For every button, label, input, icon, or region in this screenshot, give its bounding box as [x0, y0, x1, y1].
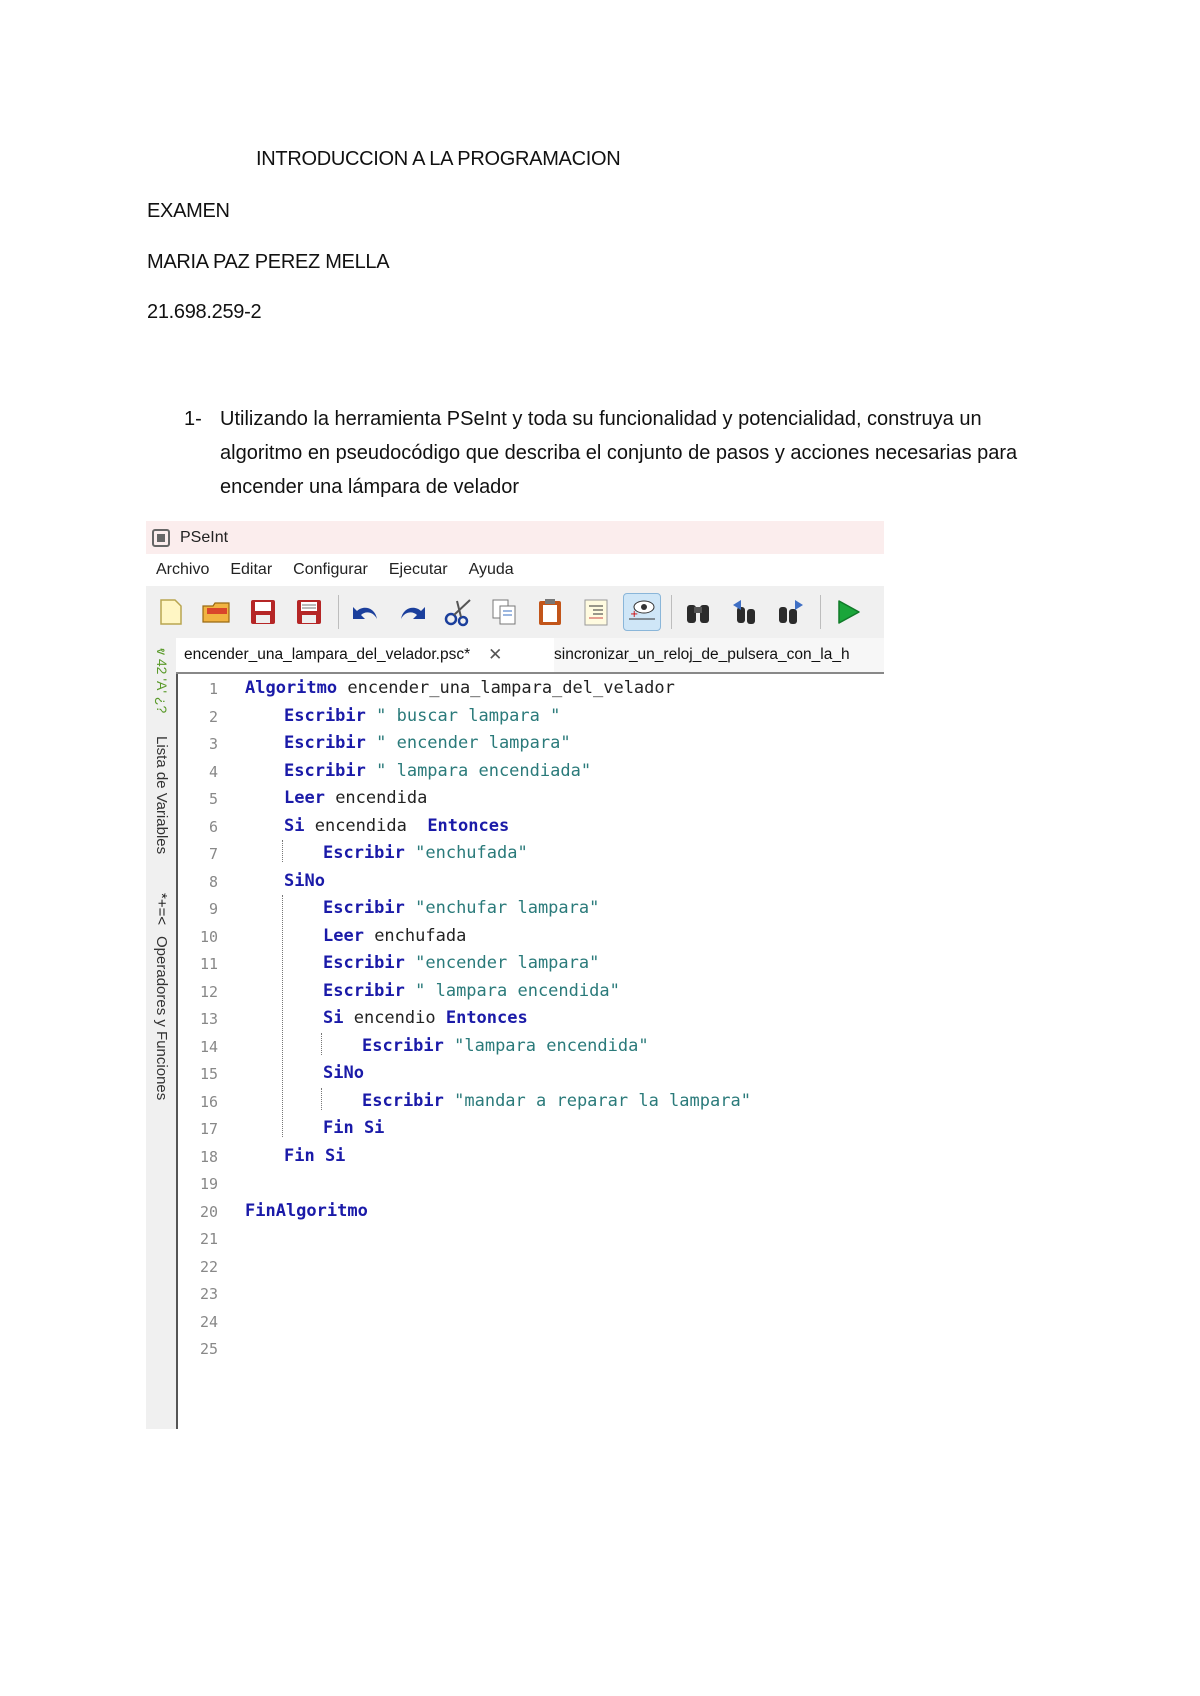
keyword: Si	[284, 815, 305, 836]
keyword: Entonces	[445, 1008, 528, 1028]
run-icon[interactable]	[829, 593, 867, 631]
line-number: 20	[199, 1202, 218, 1221]
string-literal: "enchufada"	[404, 843, 528, 863]
line-number: 12	[199, 982, 218, 1001]
menu-archivo[interactable]: Archivo	[156, 561, 210, 578]
save-as-icon[interactable]	[290, 593, 328, 631]
code-line	[323, 1118, 384, 1138]
string-literal: " lampara encendiada"	[365, 760, 592, 781]
line-number: 5	[208, 790, 218, 808]
keyword: Escribir	[323, 953, 405, 973]
side-panel-bar	[146, 638, 176, 1429]
tab-sincronizar-reloj[interactable]	[552, 638, 850, 672]
keyword: Leer	[323, 925, 364, 946]
line-number: 1	[208, 680, 218, 698]
code-line	[284, 788, 427, 808]
question-text: Utilizando la herramienta PSeInt y toda su funcionalidad y potencialidad, construya un algoritmo en pseudocódigo que describa el conjunto de pasos y acciones necesarias para encender una lámpara de velador	[220, 408, 1018, 498]
keyword: Escribir	[362, 1035, 444, 1056]
code-line	[323, 953, 599, 973]
search-previous-icon[interactable]	[726, 593, 764, 631]
keyword: Entonces	[427, 815, 510, 836]
line-number: 14	[199, 1037, 218, 1056]
line-number: 8	[208, 872, 218, 891]
paste-icon[interactable]	[531, 593, 569, 631]
variables-panel-tab[interactable]: Lista de Variables	[153, 736, 170, 855]
keyword: SiNo	[323, 1063, 364, 1083]
line-number: 15	[199, 1065, 218, 1083]
line-number: 11	[199, 955, 218, 973]
toolbar	[146, 586, 884, 638]
keyword: Leer	[284, 788, 325, 808]
course-title: INTRODUCCION A LA PROGRAMACION	[256, 148, 621, 170]
keyword: Si	[323, 1008, 344, 1028]
keyword: Algoritmo	[245, 678, 338, 698]
identifier: encendida	[304, 815, 428, 836]
menu-bar	[146, 554, 884, 586]
code-line	[323, 1063, 364, 1083]
line-number: 7	[208, 845, 218, 863]
line-number: 24	[199, 1312, 218, 1331]
code-line	[323, 843, 528, 863]
window-title: PSeInt	[180, 528, 229, 546]
title-bar	[146, 521, 884, 554]
line-number: 4	[208, 762, 218, 781]
keyword: Escribir	[284, 760, 366, 781]
indent-guide	[321, 1088, 322, 1110]
indent-guide	[321, 1033, 322, 1055]
exam-label: EXAMEN	[147, 200, 230, 222]
code-line	[284, 1146, 345, 1166]
string-literal: "mandar a reparar la lampara"	[443, 1090, 751, 1111]
search-icon[interactable]	[680, 593, 718, 631]
pseint-screenshot	[146, 521, 884, 1429]
code-line	[284, 816, 509, 836]
editor-tabs	[176, 638, 884, 674]
line-number: 21	[199, 1230, 218, 1248]
code-editor[interactable]	[176, 674, 884, 1429]
new-file-icon[interactable]	[152, 593, 190, 631]
code-line	[245, 1201, 368, 1221]
identifier: enchufada	[363, 925, 467, 946]
save-icon[interactable]	[244, 593, 282, 631]
line-number: 17	[199, 1120, 218, 1138]
toolbar-separator	[820, 595, 821, 629]
keyword: Escribir	[284, 705, 366, 726]
line-number: 16	[199, 1092, 218, 1111]
cut-icon[interactable]	[439, 593, 477, 631]
line-number: 18	[199, 1147, 218, 1166]
svg-text:+: +	[630, 609, 639, 620]
search-next-icon[interactable]	[772, 593, 810, 631]
keyword: Escribir	[323, 898, 405, 918]
string-literal: "enchufar lampara"	[404, 898, 600, 918]
line-number: 2	[208, 707, 218, 726]
indent-guide	[282, 895, 283, 1137]
keyword: Escribir	[284, 733, 366, 753]
line-number: 23	[199, 1285, 218, 1303]
string-literal: "encender lampara"	[404, 953, 600, 973]
student-name: MARIA PAZ PEREZ MELLA	[147, 251, 390, 273]
code-line	[284, 706, 560, 726]
menu-ejecutar[interactable]: Ejecutar	[388, 561, 448, 578]
toolbar-separator	[671, 595, 672, 629]
keyword: SiNo	[284, 870, 325, 891]
code-line	[362, 1091, 751, 1111]
string-literal: " lampara encendida"	[404, 980, 620, 1001]
line-number: 10	[199, 927, 218, 946]
keyword: Escribir	[323, 843, 405, 863]
tab-label: sincronizar_un_reloj_de_pulsera_con_la_h	[554, 646, 850, 663]
string-literal: " buscar lampara "	[365, 705, 561, 726]
keyword: Fin Si	[284, 1145, 346, 1166]
code-line	[323, 1008, 528, 1028]
keyword: Fin Si	[323, 1118, 385, 1138]
identifier: encender_una_lampara_del_velador	[337, 678, 675, 698]
line-number: 13	[199, 1010, 218, 1028]
operators-panel-icons[interactable]: *+=<	[153, 893, 170, 926]
open-folder-icon[interactable]	[198, 593, 236, 631]
debug-view-icon[interactable]	[623, 593, 661, 631]
code-line	[245, 678, 675, 698]
tab-encender-lampara[interactable]	[176, 638, 554, 672]
code-line	[362, 1036, 649, 1056]
toolbar-separator	[338, 595, 339, 629]
question-1	[184, 402, 1064, 504]
redo-icon[interactable]	[393, 593, 431, 631]
question-number: 1-	[184, 408, 202, 430]
line-number: 6	[208, 817, 218, 836]
code-line	[284, 871, 325, 891]
keyword: Escribir	[323, 980, 405, 1001]
menu-editar[interactable]: Editar	[230, 561, 273, 578]
operators-panel-tab[interactable]: Operadores y Funciones	[153, 936, 170, 1101]
line-number: 25	[199, 1340, 218, 1358]
menu-ayuda[interactable]: Ayuda	[468, 561, 514, 578]
code-line	[323, 926, 466, 946]
line-number: 9	[208, 900, 218, 918]
line-number: 3	[208, 735, 218, 753]
string-literal: "lampara encendida"	[443, 1035, 649, 1056]
copy-icon[interactable]	[485, 593, 523, 631]
identifier: encendida	[324, 788, 428, 808]
string-literal: " encender lampara"	[365, 733, 571, 753]
close-icon[interactable]: ✕	[488, 645, 503, 664]
tab-label: encender_una_lampara_del_velador.psc*	[184, 646, 471, 663]
line-number: 22	[199, 1257, 218, 1276]
line-number: 19	[199, 1175, 218, 1193]
code-line	[323, 981, 620, 1001]
identifier: encendio	[343, 1008, 446, 1028]
student-id: 21.698.259-2	[147, 301, 262, 323]
undo-icon[interactable]	[347, 593, 385, 631]
indent-icon[interactable]	[577, 593, 615, 631]
code-line	[284, 733, 571, 753]
indent-guide	[282, 840, 283, 862]
keyword: FinAlgoritmo	[245, 1200, 368, 1221]
pseint-app-icon	[150, 527, 172, 549]
variables-panel-icons[interactable]: ⱴ 42 'A' ¿?	[154, 648, 170, 714]
keyword: Escribir	[362, 1090, 444, 1111]
menu-configurar[interactable]: Configurar	[293, 561, 368, 578]
code-line	[284, 761, 591, 781]
code-line	[323, 898, 599, 918]
